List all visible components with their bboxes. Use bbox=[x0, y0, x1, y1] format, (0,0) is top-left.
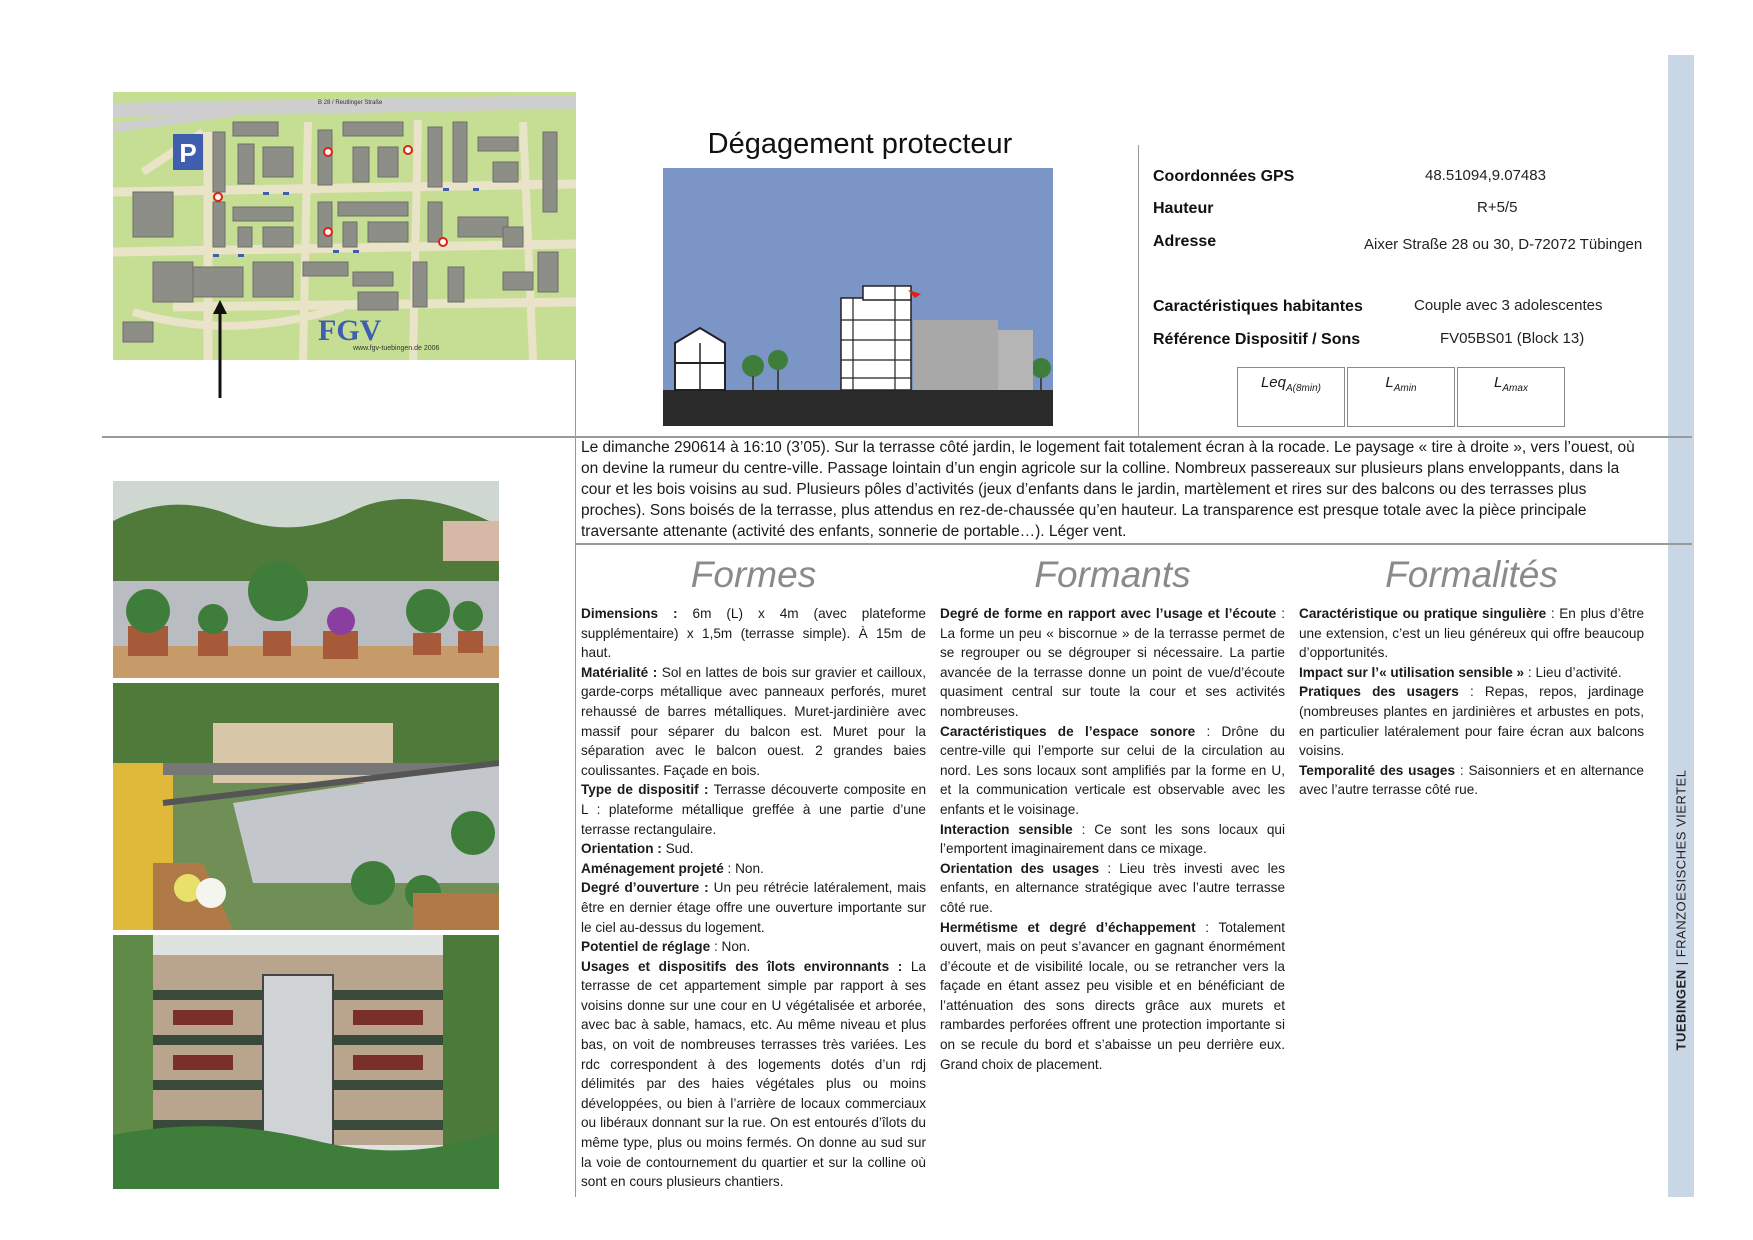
page-title: Dégagement protecteur bbox=[707, 128, 1013, 160]
map-url: www.fgv-tuebingen.de 2006 bbox=[353, 345, 440, 352]
measure-cell-leq bbox=[1237, 367, 1345, 427]
formes-item bbox=[581, 878, 926, 937]
narrative-text: Le dimanche 290614 à 16:10 (3’05). Sur la terrasse côté jardin, le logement fait totalement écran à la rocade. Le paysage « tire à droite », vers l’ouest, où on devine la rumeur du centre-ville. Passage lointain d’un engin agricole sur la colline. Nombreux passereaux sur plusieurs plans enveloppants, dans la cour et les bois voisins au sud. Plusieurs pôles d’activités (jeux d’enfants dans le jardin, martèlement et rires sur des balcons ou des terrasses plus proches). Sons boisés de la terrasse, plus attendus en rez-de-chaussée qu’en hauteur. La transparence est presque totale avec la pièce principale traversante attenante (activité des enfants, sonnerie de portable…). Léger vent. bbox=[581, 439, 1635, 540]
item-label: Usages et dispositifs des îlots environnants : bbox=[581, 958, 903, 974]
item-text: : En plus d’être une extension, c’est un lieu généreux qui offre beaucoup d’opportunités. bbox=[1299, 606, 1644, 661]
item-text: : Totalement ouvert, mais on peut s’avancer en gagnant énormément d’écoute et de visibilité locale, ou se retrancher vers la façade en étant assez peu visible et en bénéficiant de l’atténuation des sons directs grâce aux murets et rambardes perforées offrent une protection importante si on se recule du bord et s’abaisse un peu derrière eux. Grand choix de placement. bbox=[940, 919, 1285, 1072]
item-text: : Saisonniers et en alternance avec l’autre terrasse côté rue. bbox=[1299, 762, 1644, 798]
height-value: R+5/5 bbox=[1477, 199, 1518, 216]
map-road-label: B 28 / Reutlinger Straße bbox=[318, 100, 383, 106]
side-label-district: FRANZOESISCHES VIERTEL bbox=[1673, 769, 1689, 958]
item-text: Sud. bbox=[661, 841, 694, 857]
measure-lamin-sub: Amin bbox=[1393, 383, 1417, 394]
item-label: Hermétisme et degré d’échappement bbox=[940, 919, 1196, 935]
photo-terrace-railing bbox=[113, 683, 499, 930]
reference-label: Référence Dispositif / Sons bbox=[1153, 331, 1361, 348]
measure-leq-main: Leq bbox=[1260, 374, 1286, 391]
formants-item bbox=[940, 918, 1285, 1075]
item-label: Degré d’ouverture : bbox=[581, 880, 709, 896]
measure-leq-sub: A(8min) bbox=[1286, 383, 1322, 394]
vertical-rule-info bbox=[1138, 145, 1139, 437]
formes-item bbox=[581, 937, 926, 957]
column-body-formalites bbox=[1299, 604, 1644, 800]
item-text: : Ce sont les sons locaux qui l’emportent imaginairement dans ce mixage. bbox=[940, 821, 1285, 857]
column-heading-formants: Formants bbox=[1034, 554, 1191, 595]
item-label: Matérialité : bbox=[581, 664, 658, 680]
formes-item bbox=[581, 957, 926, 1192]
formalites-item bbox=[1299, 761, 1644, 800]
gps-value: 48.51094,9.07483 bbox=[1425, 167, 1546, 184]
formants-item bbox=[940, 820, 1285, 859]
photo-building-facade bbox=[113, 935, 499, 1189]
parking-sign: P bbox=[179, 138, 197, 168]
item-label: Temporalité des usages bbox=[1299, 762, 1456, 778]
section-drawing bbox=[663, 168, 1053, 426]
side-label bbox=[1668, 760, 1694, 1060]
item-text: 6m (L) x 4m (avec plateforme supplémentaire) x 1,5m (terrasse simple). À 15m de haut. bbox=[581, 606, 926, 661]
residents-value: Couple avec 3 adolescentes bbox=[1414, 297, 1603, 314]
item-label: Type de dispositif : bbox=[581, 782, 709, 798]
item-text: Sol en lattes de bois sur gravier et cailloux, garde-corps métallique avec panneaux perforés, muret rehaussé de barres métalliques. Muret-jardinière avec massif pour séparer du balcon est. Muret pour la séparation avec le balcon ouest. 2 grandes baies coulissantes. Façade en bois. bbox=[581, 664, 926, 778]
measure-lamax-main: L bbox=[1494, 374, 1503, 391]
item-text: : Non. bbox=[710, 939, 751, 955]
map-arrow-icon bbox=[210, 300, 230, 400]
item-text: : La forme un peu « biscornue » de la terrasse permet de se regrouper ou se dégrouper si nécessaire. La partie avancée de la terrasse donne un point de vue/d’écoute quasiment central sur toute la cour et ses activités nombreuses. bbox=[940, 606, 1286, 719]
address-label: Adresse bbox=[1153, 233, 1217, 250]
site-map bbox=[113, 92, 576, 360]
formants-item bbox=[940, 722, 1285, 820]
formants-item bbox=[940, 859, 1285, 918]
column-body-formants bbox=[940, 604, 1285, 1074]
column-heading-formalites: Formalités bbox=[1385, 554, 1558, 595]
item-label: Caractéristique ou pratique singulière bbox=[1299, 606, 1547, 621]
formes-item bbox=[581, 839, 926, 859]
photo-terrace-plants bbox=[113, 481, 499, 678]
item-text: : Lieu très investi avec les enfants, en alternance stratégique avec l’autre terrasse côté rue. bbox=[940, 860, 1285, 915]
formalites-item bbox=[1299, 604, 1644, 663]
formants-item bbox=[940, 604, 1285, 722]
item-label: Caractéristiques de l’espace sonore bbox=[940, 723, 1196, 739]
column-heading-formes: Formes bbox=[690, 554, 817, 595]
horizontal-rule-middle bbox=[575, 543, 1692, 545]
item-text: Un peu rétrécie latéralement, mais être en dernier étage offre une ouverture importante sur le ciel au-dessus du logement. bbox=[581, 880, 927, 935]
side-label-separator: | bbox=[1673, 957, 1689, 970]
gps-label: Coordonnées GPS bbox=[1153, 168, 1295, 185]
formes-item bbox=[581, 663, 926, 781]
reference-value: FV05BS01 (Block 13) bbox=[1440, 330, 1585, 347]
item-label: Orientation : bbox=[581, 841, 662, 857]
item-label: Aménagement projeté bbox=[581, 860, 724, 876]
item-text: : Repas, repos, jardinage (nombreuses plantes en jardinières et arbustes en pots, en particulier latéralement pour faire écran aux balcons voisins. bbox=[1299, 684, 1644, 759]
address-value: Aixer Straße 28 ou 30, D-72072 Tübingen bbox=[1364, 236, 1643, 253]
item-text: La terrasse de cet appartement simple par rapport à ses voisins donne sur une cour en U végétalisée et arborée, avec bac à sable, hamacs, etc. Au même niveau et plus bas, on voit de nombreuses terrasses très variées. Les rdc correspondent à des logements dotés d’un rdj délimités par des haies végétales plus ou moins développées, ou bien à l’arrière de locaux commerciaux ou libéraux donnant sur la rue. On est entourés d’îlots du même type, plus ou moins fermés. On donne au sud sur la voie de contournement du quartier et sur la colline où sont en cours plusieurs chantiers. bbox=[581, 958, 926, 1190]
item-text: : Drône du centre-ville qui l’emporte sur celui de la circulation au nord. Les sons locaux sont amplifiés par la forme en U, et la communication verticale est observable avec les enfants et le voisinage. bbox=[940, 723, 1285, 817]
item-text: : Non. bbox=[723, 860, 764, 876]
measure-cell-lamin bbox=[1347, 367, 1455, 427]
side-label-city: TUEBINGEN bbox=[1673, 969, 1689, 1051]
map-logo: FGV bbox=[318, 314, 382, 347]
measure-lamin-main: L bbox=[1385, 374, 1394, 391]
measure-cell-lamax bbox=[1457, 367, 1565, 427]
formes-item bbox=[581, 780, 926, 839]
item-label: Dimensions : bbox=[581, 606, 678, 621]
item-label: Pratiques des usagers bbox=[1299, 684, 1459, 700]
item-label: Impact sur l’« utilisation sensible » bbox=[1299, 664, 1525, 680]
item-text: : Lieu d’activité. bbox=[1524, 664, 1622, 680]
item-label: Potentiel de réglage bbox=[581, 939, 711, 955]
height-label: Hauteur bbox=[1153, 200, 1214, 217]
formes-item bbox=[581, 604, 926, 663]
item-label: Degré de forme en rapport avec l’usage et l’écoute bbox=[940, 606, 1277, 621]
formalites-item bbox=[1299, 682, 1644, 760]
item-label: Interaction sensible bbox=[940, 821, 1073, 837]
item-text: Terrasse découverte composite en L : plateforme métallique greffée à une partie d’une terrasse rectangulaire. bbox=[581, 782, 926, 837]
column-body-formes bbox=[581, 604, 926, 1192]
item-label: Orientation des usages bbox=[940, 860, 1100, 876]
residents-label: Caractéristiques habitantes bbox=[1153, 298, 1363, 315]
formalites-item bbox=[1299, 663, 1644, 683]
measure-lamax-sub: Amax bbox=[1502, 383, 1528, 394]
formes-item bbox=[581, 859, 926, 879]
